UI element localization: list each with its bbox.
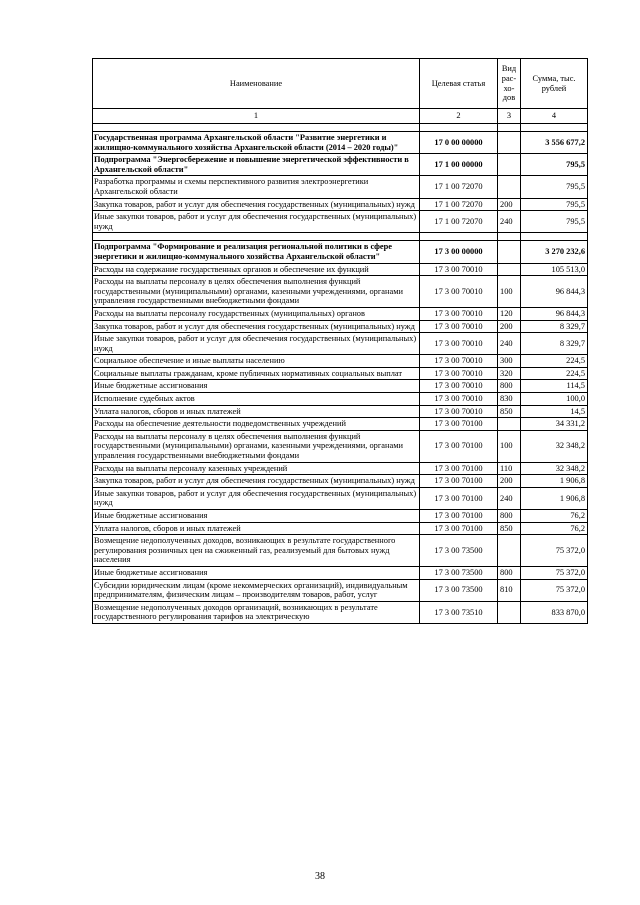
header-code: Целевая статья <box>420 59 498 109</box>
row-sum: 3 270 232,6 <box>521 241 588 263</box>
row-code: 17 3 00 70100 <box>420 522 498 535</box>
row-name: Иные бюджетные ассигнования <box>93 510 420 523</box>
row-name: Расходы на выплаты персоналу казенных учреждений <box>93 462 420 475</box>
row-type <box>498 154 521 176</box>
table-row <box>93 393 588 406</box>
table-row <box>93 241 588 263</box>
row-name: Уплата налогов, сборов и иных платежей <box>93 405 420 418</box>
row-sum: 75 372,0 <box>521 535 588 567</box>
row-code: 17 3 00 70100 <box>420 462 498 475</box>
row-name: Подпрограмма "Энергосбережение и повышение энергетической эффективности в Архангельской области" <box>93 154 420 176</box>
row-sum: 795,5 <box>521 211 588 233</box>
row-sum: 32 348,2 <box>521 430 588 462</box>
header-sum: Сумма, тыс. рублей <box>521 59 588 109</box>
table-body <box>93 124 588 624</box>
row-type <box>498 241 521 263</box>
row-name: Возмещение недополученных доходов, возникающих в результате государственного регулирования розничных цен на сжиженный газ, реализуемый для бытовых нужд населения <box>93 535 420 567</box>
row-code: 17 3 00 00000 <box>420 241 498 263</box>
row-type: 240 <box>498 333 521 355</box>
column-number: 4 <box>521 109 588 124</box>
page-number: 38 <box>315 871 325 882</box>
row-sum: 96 844,3 <box>521 276 588 308</box>
row-code: 17 3 00 70100 <box>420 510 498 523</box>
table-row <box>93 579 588 601</box>
table-row <box>93 211 588 233</box>
table-row <box>93 367 588 380</box>
table-row <box>93 380 588 393</box>
row-sum: 14,5 <box>521 405 588 418</box>
row-type: 810 <box>498 579 521 601</box>
row-type: 320 <box>498 367 521 380</box>
table-row <box>93 307 588 320</box>
table-row <box>93 276 588 308</box>
row-code: 17 3 00 70010 <box>420 320 498 333</box>
row-type: 800 <box>498 510 521 523</box>
row-code: 17 3 00 70100 <box>420 418 498 431</box>
row-name: Разработка программы и схемы перспективного развития электроэнергетики Архангельской области <box>93 176 420 198</box>
table-row <box>93 418 588 431</box>
spacer-row <box>93 233 588 241</box>
table-row <box>93 263 588 276</box>
row-type: 200 <box>498 475 521 488</box>
row-sum: 8 329,7 <box>521 320 588 333</box>
row-type: 110 <box>498 462 521 475</box>
budget-table <box>92 58 588 624</box>
row-code: 17 3 00 70100 <box>420 430 498 462</box>
row-type: 800 <box>498 380 521 393</box>
spacer-cell <box>521 124 588 132</box>
header-type: Вид рас-хо-дов <box>498 59 521 109</box>
row-type: 300 <box>498 355 521 368</box>
column-number-row <box>93 109 588 124</box>
row-sum: 114,5 <box>521 380 588 393</box>
row-type: 120 <box>498 307 521 320</box>
spacer-row <box>93 124 588 132</box>
row-code: 17 3 00 70010 <box>420 393 498 406</box>
spacer-cell <box>420 124 498 132</box>
row-code: 17 3 00 70010 <box>420 276 498 308</box>
row-code: 17 3 00 70010 <box>420 263 498 276</box>
row-type: 800 <box>498 566 521 579</box>
row-sum: 833 870,0 <box>521 601 588 623</box>
row-type <box>498 418 521 431</box>
row-type: 240 <box>498 487 521 509</box>
row-type <box>498 535 521 567</box>
table-row <box>93 475 588 488</box>
table-row <box>93 355 588 368</box>
table-row <box>93 535 588 567</box>
row-name: Субсидии юридическим лицам (кроме некоммерческих организаций), индивидуальным предпринимателям, физическим лицам – производителям товаров, работ, услуг <box>93 579 420 601</box>
row-name: Закупка товаров, работ и услуг для обеспечения государственных (муниципальных) нужд <box>93 320 420 333</box>
table-row <box>93 487 588 509</box>
table-row <box>93 132 588 154</box>
row-name: Государственная программа Архангельской области "Развитие энергетики и жилищно-коммунального хозяйства Архангельской области (2014 – 2020 годы)" <box>93 132 420 154</box>
row-sum: 795,5 <box>521 198 588 211</box>
table-row <box>93 154 588 176</box>
row-code: 17 3 00 70010 <box>420 380 498 393</box>
row-code: 17 1 00 72070 <box>420 198 498 211</box>
row-name: Расходы на выплаты персоналу в целях обеспечения выполнения функций государственными (муниципальными) органами, казенными учреждениями, органами управления государственными внебюджетными фондами <box>93 276 420 308</box>
row-name: Возмещение недополученных доходов организаций, возникающих в результате государственного регулирования тарифов на электрическую <box>93 601 420 623</box>
row-type: 200 <box>498 198 521 211</box>
table-row <box>93 522 588 535</box>
spacer-cell <box>420 233 498 241</box>
row-type: 100 <box>498 430 521 462</box>
row-name: Иные закупки товаров, работ и услуг для обеспечения государственных (муниципальных) нужд <box>93 487 420 509</box>
row-sum: 795,5 <box>521 176 588 198</box>
row-sum: 34 331,2 <box>521 418 588 431</box>
table-row <box>93 198 588 211</box>
row-code: 17 3 00 70010 <box>420 307 498 320</box>
row-code: 17 3 00 70010 <box>420 333 498 355</box>
row-code: 17 3 00 73510 <box>420 601 498 623</box>
row-name: Исполнение судебных актов <box>93 393 420 406</box>
spacer-cell <box>498 124 521 132</box>
row-name: Закупка товаров, работ и услуг для обеспечения государственных (муниципальных) нужд <box>93 198 420 211</box>
row-type: 100 <box>498 276 521 308</box>
row-type: 200 <box>498 320 521 333</box>
row-type: 850 <box>498 405 521 418</box>
row-sum: 76,2 <box>521 510 588 523</box>
spacer-cell <box>521 233 588 241</box>
row-code: 17 1 00 72070 <box>420 176 498 198</box>
row-name: Иные бюджетные ассигнования <box>93 566 420 579</box>
row-type: 850 <box>498 522 521 535</box>
spacer-cell <box>93 233 420 241</box>
row-name: Иные бюджетные ассигнования <box>93 380 420 393</box>
row-name: Подпрограмма "Формирование и реализация региональной политики в сфере энергетики и жилищно-коммунального хозяйства Архангельской области" <box>93 241 420 263</box>
spacer-cell <box>93 124 420 132</box>
row-type <box>498 176 521 198</box>
row-code: 17 3 00 73500 <box>420 566 498 579</box>
row-sum: 32 348,2 <box>521 462 588 475</box>
row-code: 17 3 00 70100 <box>420 475 498 488</box>
header-name: Наименование <box>93 59 420 109</box>
row-type <box>498 601 521 623</box>
row-code: 17 3 00 70010 <box>420 405 498 418</box>
row-name: Социальное обеспечение и иные выплаты населению <box>93 355 420 368</box>
table-row <box>93 405 588 418</box>
row-sum: 8 329,7 <box>521 333 588 355</box>
spacer-cell <box>498 233 521 241</box>
row-name: Расходы на обеспечение деятельности подведомственных учреждений <box>93 418 420 431</box>
row-code: 17 0 00 00000 <box>420 132 498 154</box>
table-row <box>93 430 588 462</box>
row-code: 17 3 00 70100 <box>420 487 498 509</box>
row-name: Расходы на содержание государственных органов и обеспечение их функций <box>93 263 420 276</box>
row-sum: 1 906,8 <box>521 487 588 509</box>
row-sum: 795,5 <box>521 154 588 176</box>
row-sum: 96 844,3 <box>521 307 588 320</box>
table-row <box>93 566 588 579</box>
row-code: 17 1 00 00000 <box>420 154 498 176</box>
row-sum: 76,2 <box>521 522 588 535</box>
row-name: Закупка товаров, работ и услуг для обеспечения государственных (муниципальных) нужд <box>93 475 420 488</box>
row-sum: 100,0 <box>521 393 588 406</box>
row-sum: 75 372,0 <box>521 579 588 601</box>
header-row <box>93 59 588 109</box>
row-name: Расходы на выплаты персоналу в целях обеспечения выполнения функций государственными (муниципальными) органами, казенными учреждениями, органами управления государственными внебюджетными фондами <box>93 430 420 462</box>
row-sum: 224,5 <box>521 367 588 380</box>
row-type <box>498 263 521 276</box>
row-name: Расходы на выплаты персоналу государственных (муниципальных) органов <box>93 307 420 320</box>
row-sum: 224,5 <box>521 355 588 368</box>
table-row <box>93 333 588 355</box>
row-code: 17 3 00 70010 <box>420 367 498 380</box>
row-name: Иные закупки товаров, работ и услуг для обеспечения государственных (муниципальных) нужд <box>93 333 420 355</box>
row-name: Уплата налогов, сборов и иных платежей <box>93 522 420 535</box>
table-row <box>93 320 588 333</box>
row-code: 17 3 00 73500 <box>420 579 498 601</box>
row-type <box>498 132 521 154</box>
table-row <box>93 601 588 623</box>
row-name: Иные закупки товаров, работ и услуг для обеспечения государственных (муниципальных) нужд <box>93 211 420 233</box>
column-number: 3 <box>498 109 521 124</box>
row-type: 830 <box>498 393 521 406</box>
row-type: 240 <box>498 211 521 233</box>
column-number: 2 <box>420 109 498 124</box>
row-code: 17 3 00 73500 <box>420 535 498 567</box>
row-sum: 3 556 677,2 <box>521 132 588 154</box>
row-code: 17 3 00 70010 <box>420 355 498 368</box>
table-row <box>93 510 588 523</box>
row-name: Социальные выплаты гражданам, кроме публичных нормативных социальных выплат <box>93 367 420 380</box>
table-row <box>93 462 588 475</box>
row-sum: 75 372,0 <box>521 566 588 579</box>
column-number: 1 <box>93 109 420 124</box>
row-sum: 1 906,8 <box>521 475 588 488</box>
row-sum: 105 513,0 <box>521 263 588 276</box>
table-row <box>93 176 588 198</box>
row-code: 17 1 00 72070 <box>420 211 498 233</box>
